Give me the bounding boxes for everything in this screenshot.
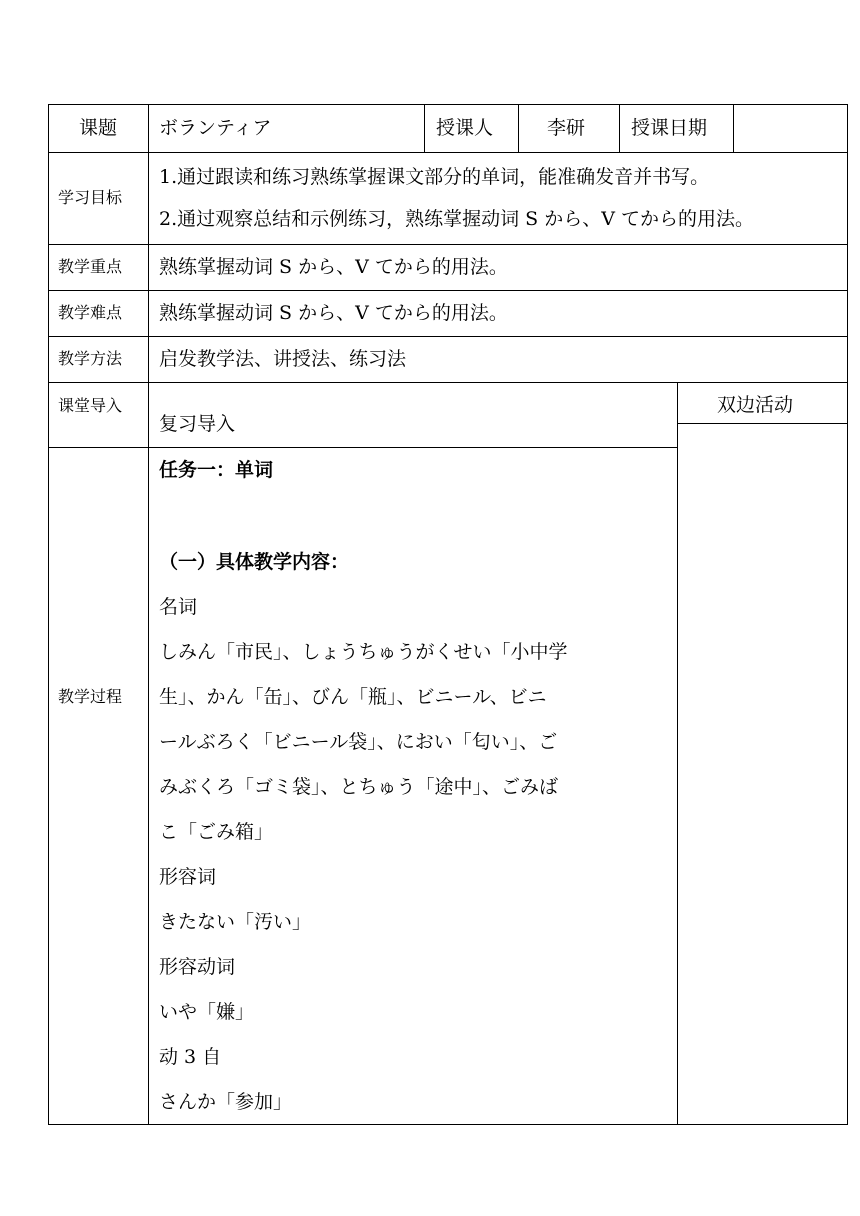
table-border-right xyxy=(847,104,848,1124)
table-border-top xyxy=(48,104,848,105)
objectives-label: 学习目标 xyxy=(58,188,123,207)
row-divider-difficult-points xyxy=(48,336,848,337)
content-line-4: ールぶろく「ビニール袋」、におい「匂い」、ご xyxy=(159,731,558,753)
key-points-label: 教学重点 xyxy=(58,257,123,276)
row-divider-key-points xyxy=(48,290,848,291)
header-divider-2 xyxy=(518,104,519,152)
topic-label: 课题 xyxy=(79,117,118,139)
intro-value: 复习导入 xyxy=(159,413,236,435)
teacher-label: 授课人 xyxy=(436,117,494,139)
table-border-bottom xyxy=(48,1124,848,1125)
objective-line-2: 2.通过观察总结和示例练习，熟练掌握动词 S から、V てから的用法。 xyxy=(159,208,754,230)
methods-value: 启发教学法、讲授法、练习法 xyxy=(159,348,407,370)
intro-label: 课堂导入 xyxy=(58,396,123,415)
table-border-left xyxy=(48,104,49,1124)
content-line-3: 生」、かん「缶」、びん「瓶」、ビニール、ビニ xyxy=(159,686,547,708)
activity-header: 双边活动 xyxy=(717,394,794,416)
methods-label: 教学方法 xyxy=(58,349,123,368)
content-line-10: いや「嫌」 xyxy=(159,1001,255,1023)
process-label: 教学过程 xyxy=(58,687,123,706)
header-divider-3 xyxy=(619,104,620,152)
difficult-points-value: 熟练掌握动词 S から、V てから的用法。 xyxy=(159,302,508,324)
section-title: （一）具体教学内容： xyxy=(159,551,350,573)
row-divider-methods xyxy=(48,382,848,383)
content-line-12: さんか「参加」 xyxy=(159,1091,293,1113)
label-column-divider xyxy=(148,104,149,1124)
row-divider-intro xyxy=(48,447,677,448)
header-divider-1 xyxy=(424,104,425,152)
content-line-2: しみん「市民」、しょうちゅうがくせい「小中学 xyxy=(159,641,568,663)
content-line-7: 形容词 xyxy=(159,866,217,888)
content-line-8: きたない「汚い」 xyxy=(159,911,312,933)
topic-value: ボランティア xyxy=(159,117,272,139)
difficult-points-label: 教学难点 xyxy=(58,303,123,322)
row-divider-intro-right xyxy=(677,423,848,424)
activity-column-divider xyxy=(677,382,678,1124)
row-divider-header xyxy=(48,152,848,153)
objective-line-1: 1.通过跟读和练习熟练掌握课文部分的单词，能准确发音并书写。 xyxy=(159,166,710,188)
teacher-value: 李研 xyxy=(547,117,586,139)
content-line-1: 名词 xyxy=(159,596,198,618)
content-line-11: 动 3 自 xyxy=(159,1046,222,1068)
row-divider-objectives xyxy=(48,244,848,245)
content-line-5: みぶくろ「ゴミ袋」、とちゅう「途中」、ごみば xyxy=(159,776,559,798)
date-label: 授课日期 xyxy=(631,117,708,139)
header-divider-4 xyxy=(733,104,734,152)
key-points-value: 熟练掌握动词 S から、V てから的用法。 xyxy=(159,256,508,278)
content-line-6: こ「ごみ箱」 xyxy=(159,821,274,843)
content-line-9: 形容动词 xyxy=(159,956,236,978)
task-title: 任务一：单词 xyxy=(159,459,274,481)
